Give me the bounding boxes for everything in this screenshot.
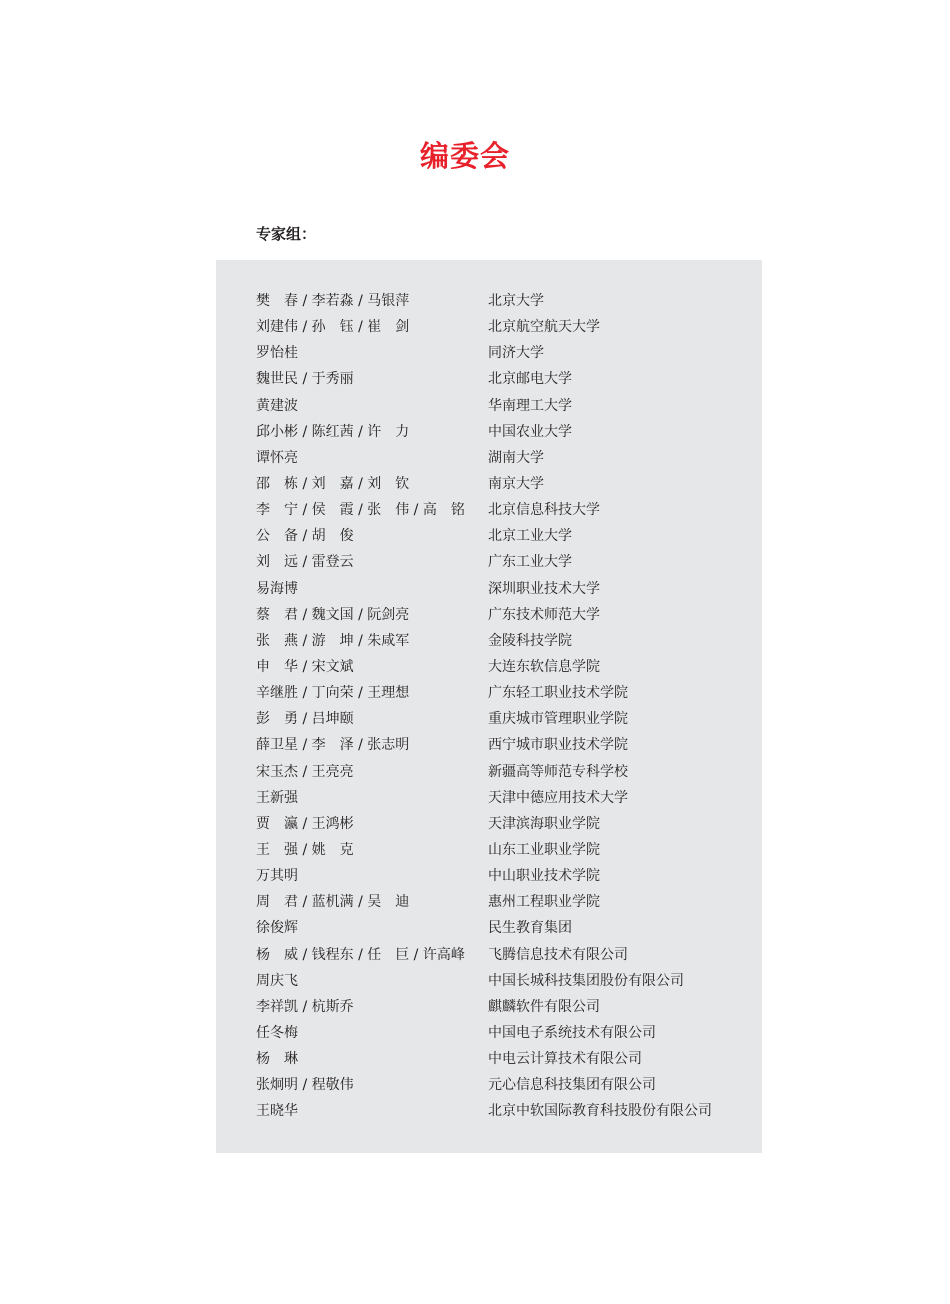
expert-names: 张炯明 / 程敬伟 bbox=[256, 1077, 354, 1094]
expert-organization: 金陵科技学院 bbox=[488, 632, 572, 649]
expert-row bbox=[256, 444, 712, 470]
expert-names: 魏世民 / 于秀丽 bbox=[256, 371, 354, 388]
expert-organization: 北京航空航天大学 bbox=[488, 319, 600, 336]
page-title: 编委会 bbox=[419, 139, 510, 173]
expert-names: 申 华 / 宋文斌 bbox=[256, 659, 354, 676]
expert-row bbox=[256, 575, 712, 601]
expert-names: 周庆飞 bbox=[256, 972, 298, 989]
expert-organization: 同济大学 bbox=[488, 345, 544, 362]
expert-organization: 湖南大学 bbox=[488, 449, 544, 466]
expert-row bbox=[256, 470, 712, 496]
expert-row bbox=[256, 1071, 712, 1097]
expert-organization: 华南理工大学 bbox=[488, 397, 572, 414]
section-label: 专家组： bbox=[256, 225, 317, 243]
expert-organization: 北京邮电大学 bbox=[488, 371, 572, 388]
expert-names: 彭 勇 / 吕坤颐 bbox=[256, 711, 354, 728]
expert-row bbox=[256, 548, 712, 574]
expert-organization: 中电云计算技术有限公司 bbox=[488, 1051, 642, 1068]
expert-row bbox=[256, 784, 712, 810]
expert-row bbox=[256, 287, 712, 313]
expert-list bbox=[256, 287, 712, 1124]
expert-organization: 元心信息科技集团有限公司 bbox=[488, 1077, 656, 1094]
expert-organization: 民生教育集团 bbox=[488, 920, 572, 937]
expert-organization: 中国电子系统技术有限公司 bbox=[488, 1025, 656, 1041]
expert-row bbox=[256, 601, 712, 627]
expert-row bbox=[256, 679, 712, 705]
expert-names: 王新强 bbox=[256, 789, 298, 806]
expert-organization: 麒麟软件有限公司 bbox=[488, 998, 600, 1015]
expert-row bbox=[256, 1097, 712, 1123]
expert-organization: 北京信息科技大学 bbox=[488, 502, 600, 519]
expert-panel bbox=[216, 260, 762, 1153]
expert-names: 李 宁 / 侯 霞 / 张 伟 / 高 铭 bbox=[256, 502, 465, 519]
expert-organization: 惠州工程职业学院 bbox=[488, 894, 600, 911]
expert-names: 任冬梅 bbox=[256, 1025, 298, 1041]
expert-row bbox=[256, 392, 712, 418]
expert-row bbox=[256, 365, 712, 391]
expert-names: 杨 威 / 钱程东 / 任 巨 / 许高峰 bbox=[256, 946, 465, 963]
expert-row bbox=[256, 731, 712, 757]
expert-organization: 新疆高等师范专科学校 bbox=[488, 763, 628, 780]
expert-row bbox=[256, 627, 712, 653]
expert-names: 万其明 bbox=[256, 868, 298, 885]
expert-organization: 北京大学 bbox=[488, 293, 544, 310]
expert-organization: 天津滨海职业学院 bbox=[488, 815, 600, 832]
expert-row bbox=[256, 758, 712, 784]
expert-organization: 飞腾信息技术有限公司 bbox=[488, 946, 628, 963]
expert-names: 王晓华 bbox=[256, 1103, 298, 1120]
expert-names: 邱小彬 / 陈红茜 / 许 力 bbox=[256, 423, 410, 440]
expert-names: 易海博 bbox=[256, 580, 298, 597]
expert-row bbox=[256, 1045, 712, 1071]
expert-organization: 深圳职业技术大学 bbox=[488, 580, 600, 597]
expert-names: 贾 瀛 / 王鸿彬 bbox=[256, 815, 354, 832]
expert-names: 周 君 / 蓝机满 / 吴 迪 bbox=[256, 894, 410, 911]
expert-names: 邵 栋 / 刘 嘉 / 刘 钦 bbox=[256, 476, 410, 493]
expert-organization: 广东技术师范大学 bbox=[488, 606, 600, 623]
expert-organization: 北京中软国际教育科技股份有限公司 bbox=[488, 1103, 712, 1120]
expert-names: 樊 春 / 李若淼 / 马银萍 bbox=[256, 293, 410, 310]
expert-organization: 广东工业大学 bbox=[488, 554, 572, 571]
expert-organization: 南京大学 bbox=[488, 476, 544, 493]
expert-names: 徐俊辉 bbox=[256, 920, 298, 937]
expert-names: 李祥凯 / 杭斯乔 bbox=[256, 998, 354, 1015]
expert-names: 公 备 / 胡 俊 bbox=[256, 528, 354, 545]
expert-organization: 重庆城市管理职业学院 bbox=[488, 711, 628, 728]
expert-names: 宋玉杰 / 王亮亮 bbox=[256, 763, 354, 780]
expert-row bbox=[256, 993, 712, 1019]
expert-organization: 大连东软信息学院 bbox=[488, 659, 600, 676]
expert-row bbox=[256, 836, 712, 862]
expert-names: 罗怡桂 bbox=[256, 345, 298, 362]
expert-row bbox=[256, 705, 712, 731]
expert-names: 谭怀亮 bbox=[256, 449, 298, 466]
expert-row bbox=[256, 862, 712, 888]
expert-names: 薛卫星 / 李 泽 / 张志明 bbox=[256, 737, 410, 754]
expert-row bbox=[256, 888, 712, 914]
expert-names: 黄建波 bbox=[256, 397, 298, 414]
expert-organization: 中国农业大学 bbox=[488, 423, 572, 440]
expert-row bbox=[256, 522, 712, 548]
expert-names: 王 强 / 姚 克 bbox=[256, 842, 354, 859]
expert-organization: 中山职业技术学院 bbox=[488, 868, 600, 885]
expert-organization: 西宁城市职业技术学院 bbox=[488, 737, 628, 754]
expert-names: 张 燕 / 游 坤 / 朱咸军 bbox=[256, 632, 410, 649]
expert-organization: 北京工业大学 bbox=[488, 528, 572, 545]
expert-names: 辛继胜 / 丁向荣 / 王理想 bbox=[256, 685, 410, 702]
expert-names: 蔡 君 / 魏文国 / 阮剑亮 bbox=[256, 606, 410, 623]
expert-row bbox=[256, 418, 712, 444]
expert-row bbox=[256, 313, 712, 339]
expert-row bbox=[256, 941, 712, 967]
expert-organization: 山东工业职业学院 bbox=[488, 842, 600, 859]
expert-organization: 天津中德应用技术大学 bbox=[488, 789, 628, 806]
expert-row bbox=[256, 810, 712, 836]
expert-row bbox=[256, 914, 712, 940]
expert-row bbox=[256, 967, 712, 993]
expert-organization: 广东轻工职业技术学院 bbox=[488, 685, 628, 702]
expert-names: 刘建伟 / 孙 钰 / 崔 剑 bbox=[256, 319, 410, 336]
expert-row bbox=[256, 1019, 712, 1045]
expert-names: 刘 远 / 雷登云 bbox=[256, 554, 354, 571]
expert-row bbox=[256, 339, 712, 365]
expert-row bbox=[256, 496, 712, 522]
expert-names: 杨 琳 bbox=[256, 1051, 298, 1068]
expert-row bbox=[256, 653, 712, 679]
expert-organization: 中国长城科技集团股份有限公司 bbox=[488, 972, 684, 989]
